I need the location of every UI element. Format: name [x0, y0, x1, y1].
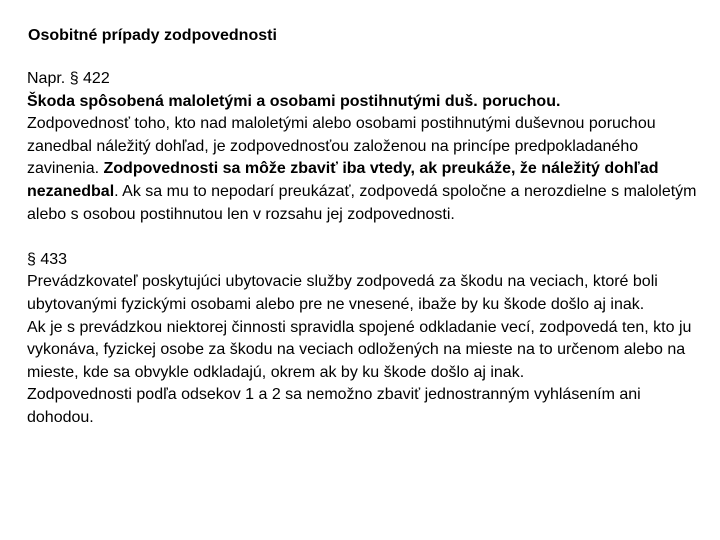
- section-422-text-part1: Zodpovednosť toho, kto nad maloletými alebo osobami postihnutými duševnou poruchou zanedbal náležitý dohľad, je zodpovednosťou založenou na princípe predpokladaného zavinenia.: [27, 115, 656, 178]
- slide-title: Osobitné prípady zodpovednosti: [28, 27, 277, 44]
- section-spacer: [27, 226, 703, 249]
- slide-body: [27, 68, 703, 430]
- section-422-text: [27, 113, 703, 226]
- section-422-text-part2: . Ak sa mu to nepodarí preukázať, zodpovedá spoločne a nerozdielne s maloletým alebo s osobou postihnutou len v rozsahu jej zodpovednosti.: [27, 182, 697, 223]
- section-422-text-emphasis: Zodpovednosti sa môže zbaviť iba vtedy, ak preukáže, že náležitý dohľad nezanedbal: [27, 160, 659, 200]
- section-433-paragraph-1: Prevádzkovateľ poskytujúci ubytovacie služby zodpovedá za škodu na veciach, ktoré boli ubytovanými fyzickými osobami alebo pre ne vnesené, ibaže by ku škode došlo aj inak.: [27, 273, 658, 313]
- section-433-number: § 433: [27, 250, 68, 268]
- section-422-subtitle: Škoda spôsobená maloletými a osobami postihnutými duš. poruchou.: [27, 92, 561, 110]
- section-433-paragraph-2: Ak je s prevádzkou niektorej činnosti spravidla spojené odkladanie vecí, zodpovedá ten, kto ju vykonáva, fyzickej osobe za škodu na veciach odložených na mieste na to určenom alebo na mieste, kde sa obvykle odkladajú, okrem ak by ku škode došlo aj inak.: [27, 318, 692, 381]
- section-433-paragraph-3: Zodpovednosti podľa odsekov 1 a 2 sa nemožno zbaviť jednostranným vyhlásením ani dohodou.: [27, 386, 641, 426]
- section-422-number: Napr. § 422: [27, 70, 110, 87]
